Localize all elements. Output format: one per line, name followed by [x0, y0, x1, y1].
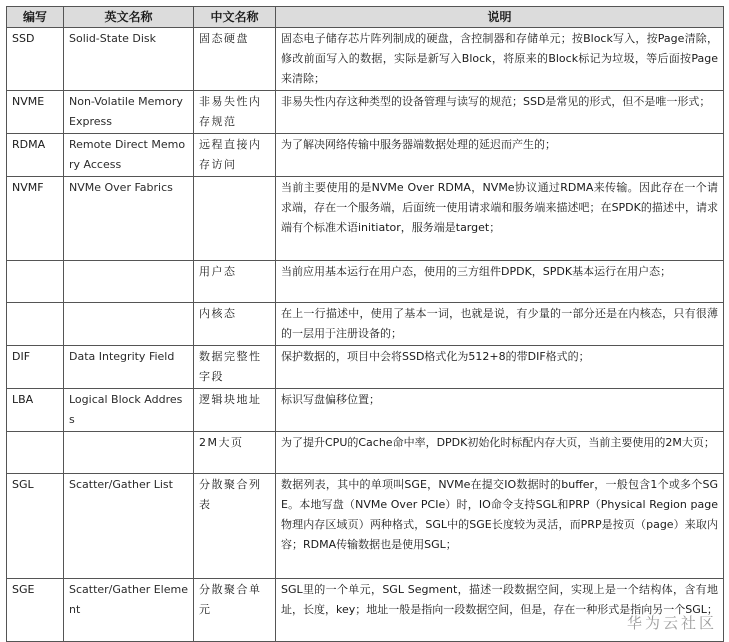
- cell-description: 保护数据的，项目中会将SSD格式化为512+8的带DIF格式的；: [276, 346, 724, 389]
- header-english: 英文名称: [64, 7, 194, 28]
- cell-abbr: [7, 261, 64, 303]
- table-row: [7, 303, 724, 346]
- cell-chinese: 2M大页: [194, 432, 276, 474]
- table-row: [7, 474, 724, 579]
- cell-description: 为了解决网络传输中服务器端数据处理的延迟而产生的；: [276, 134, 724, 177]
- cell-english: Solid-State Disk: [64, 28, 194, 91]
- header-row: [7, 7, 724, 28]
- glossary-table: [6, 6, 724, 642]
- watermark: 华为云社区: [626, 614, 717, 632]
- table-row: [7, 346, 724, 389]
- cell-description: 固态电子储存芯片阵列制成的硬盘，含控制器和存储单元；按Block写入，按Page清除，修改前面写入的数据，实际是新写入Block，将原来的Block标记为垃圾，等后面按Page来清除；: [276, 28, 724, 91]
- table-row: [7, 91, 724, 134]
- table-row: [7, 432, 724, 474]
- cell-english: NVMe Over Fabrics: [64, 177, 194, 261]
- cell-abbr: SGL: [7, 474, 64, 579]
- cell-abbr: DIF: [7, 346, 64, 389]
- cell-abbr: SSD: [7, 28, 64, 91]
- cell-description: SGL里的一个单元，SGL Segment，描述一段数据空间，实现上是一个结构体，含有地址，长度，key；地址一般是指向一段数据空间，但是，存在一种形式是指向另一个SGL；: [276, 579, 724, 642]
- cell-english: [64, 261, 194, 303]
- cell-chinese: 内核态: [194, 303, 276, 346]
- cell-abbr: NVME: [7, 91, 64, 134]
- cell-chinese: 逻辑块地址: [194, 389, 276, 432]
- table-row: [7, 261, 724, 303]
- cell-abbr: LBA: [7, 389, 64, 432]
- cell-chinese: 分散聚合列表: [194, 474, 276, 579]
- table-row: [7, 389, 724, 432]
- cell-description: 为了提升CPU的Cache命中率，DPDK初始化时标配内存大页，当前主要使用的2M大页；: [276, 432, 724, 474]
- cell-description: 数据列表，其中的单项叫SGE，NVMe在提交IO数据时的buffer，一般包含1个或多个SGE。本地写盘（NVMe Over PCIe）时，IO命令支持SGL和PRP（Physical Region page 物理内存区域页）两种格式，SGL中的SGE长度较为灵活，而PRP是按页（page）来取内容；RDMA传输数据也是使用SGL；: [276, 474, 724, 579]
- cell-english: Remote Direct Memory Access: [64, 134, 194, 177]
- cell-english: Scatter/Gather Element: [64, 579, 194, 642]
- cell-english: [64, 303, 194, 346]
- header-description: 说明: [276, 7, 724, 28]
- cell-chinese: 非易失性内存规范: [194, 91, 276, 134]
- table-row: [7, 28, 724, 91]
- cell-abbr: [7, 303, 64, 346]
- cell-abbr: [7, 432, 64, 474]
- cell-abbr: NVMF: [7, 177, 64, 261]
- cell-chinese: 远程直接内存访问: [194, 134, 276, 177]
- cell-chinese: 用户态: [194, 261, 276, 303]
- table-row: [7, 134, 724, 177]
- cell-english: Non-Volatile Memory Express: [64, 91, 194, 134]
- cell-description: 标识写盘偏移位置；: [276, 389, 724, 432]
- cell-english: Logical Block Address: [64, 389, 194, 432]
- cell-chinese: 数据完整性字段: [194, 346, 276, 389]
- cell-english: Data Integrity Field: [64, 346, 194, 389]
- cell-description: 在上一行描述中，使用了基本一词，也就是说，有少量的一部分还是在内核态，只有很薄的一层用于注册设备的；: [276, 303, 724, 346]
- cell-abbr: RDMA: [7, 134, 64, 177]
- header-chinese: 中文名称: [194, 7, 276, 28]
- table-row: [7, 177, 724, 261]
- header-abbr: 编写: [7, 7, 64, 28]
- cell-description: 当前应用基本运行在用户态，使用的三方组件DPDK，SPDK基本运行在用户态；: [276, 261, 724, 303]
- cell-description: 当前主要使用的是NVMe Over RDMA，NVMe协议通过RDMA来传输。因此存在一个请求端，存在一个服务端，后面统一使用请求端和服务端来描述吧；在SPDK的描述中，请求端有个标准术语initiator，服务端是target；: [276, 177, 724, 261]
- cell-abbr: SGE: [7, 579, 64, 642]
- cell-english: [64, 432, 194, 474]
- cell-chinese: 分散聚合单元: [194, 579, 276, 642]
- table-row: [7, 579, 724, 642]
- cell-description: 非易失性内存这种类型的设备管理与读写的规范；SSD是常见的形式，但不是唯一形式；: [276, 91, 724, 134]
- cell-chinese: 固态硬盘: [194, 28, 276, 91]
- cell-chinese: [194, 177, 276, 261]
- cell-english: Scatter/Gather List: [64, 474, 194, 579]
